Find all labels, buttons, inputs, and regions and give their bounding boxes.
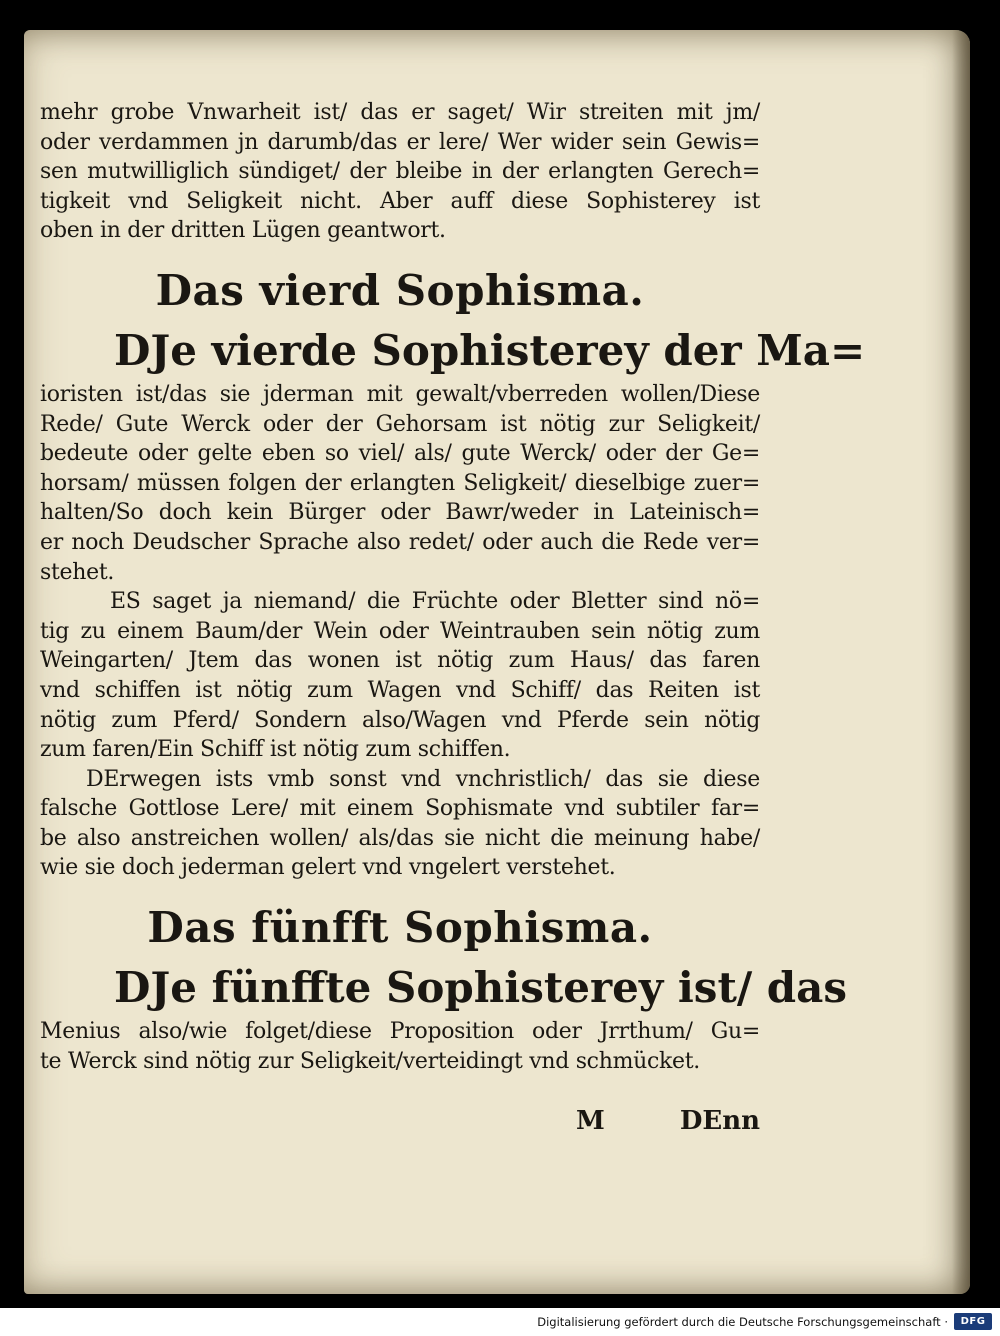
page-spine-shadow xyxy=(952,30,970,1294)
text-line: tigkeit vnd Seligkeit nicht. Aber auff diese Sophisterey ist xyxy=(40,188,760,214)
signature-mark: M xyxy=(576,1106,605,1136)
text-line: oder verdammen jn darumb/das er lere/ Wer wider sein Gewis= xyxy=(40,129,760,155)
text-line: ES saget ja niemand/ die Früchte oder Bletter sind nö= xyxy=(110,589,760,615)
text-line: te Werck sind nötig zur Seligkeit/verteidingt vnd schmücket. xyxy=(40,1048,701,1074)
page-footer-marks xyxy=(40,1106,760,1140)
page-text-block xyxy=(40,98,866,1076)
book-page xyxy=(24,30,970,1294)
paragraph-1 xyxy=(40,98,760,246)
paragraph-5-opener: DJe fünffte Sophisterey ist/ das xyxy=(114,963,848,1013)
text-line: horsam/ müssen folgen der erlangten Seligkeit/ dieselbige zuer= xyxy=(40,470,760,496)
digitization-footer xyxy=(0,1308,1000,1336)
text-line: nötig zum Pferd/ Sondern also/Wagen vnd Pferde sein nötig xyxy=(40,707,760,733)
text-line: wie sie doch jederman gelert vnd vngelert verstehet. xyxy=(40,855,616,881)
funding-notice: Digitalisierung gefördert durch die Deutsche Forschungsgemeinschaft · xyxy=(537,1315,948,1329)
paragraph-2-opener: DJe vierde Sophisterey der Ma= xyxy=(114,325,866,375)
text-line: bedeute oder gelte eben so viel/ als/ gute Werck/ oder der Ge= xyxy=(40,441,760,467)
text-line: halten/So doch kein Bürger oder Bawr/weder in Lateinisch= xyxy=(40,500,760,526)
text-line: tig zu einem Baum/der Wein oder Weintrauben sein nötig zum xyxy=(40,618,760,644)
text-line: falsche Gottlose Lere/ mit einem Sophismate vnd subtiler far= xyxy=(40,796,760,822)
text-line: stehet. xyxy=(40,559,115,585)
paragraph-3 xyxy=(40,587,760,765)
paragraph-4 xyxy=(40,765,760,883)
section-heading-4: Das vierd Sophisma. xyxy=(155,265,645,315)
text-line: zum faren/Ein Schiff ist nötig zum schiffen. xyxy=(40,737,511,763)
section-heading-5: Das fünfft Sophisma. xyxy=(147,903,653,953)
text-line: mehr grobe Vnwarheit ist/ das er saget/ Wir streiten mit jm/ xyxy=(40,100,760,125)
text-line: sen mutwilliglich sündiget/ der bleibe in der erlangten Gerech= xyxy=(40,159,760,185)
text-line: DErwegen ists vmb sonst vnd vnchristlich/ das sie diese xyxy=(86,766,760,792)
paragraph-5 xyxy=(40,1017,760,1076)
text-line: oben in der dritten Lügen geantwort. xyxy=(40,218,446,244)
text-line: Menius also/wie folget/diese Proposition oder Jrrthum/ Gu= xyxy=(40,1019,760,1045)
dfg-logo: DFG xyxy=(954,1313,992,1330)
text-line: vnd schiffen ist nötig zum Wagen vnd Schiff/ das Reiten ist xyxy=(40,677,760,703)
text-line: er noch Deudscher Sprache also redet/ oder auch die Rede ver= xyxy=(40,529,760,555)
paragraph-2 xyxy=(40,380,760,587)
text-line: Weingarten/ Jtem das wonen ist nötig zum Haus/ das faren xyxy=(40,648,760,674)
catchword: DEnn xyxy=(679,1106,760,1136)
text-line: be also anstreichen wollen/ als/das sie nicht die meinung habe/ xyxy=(40,825,760,851)
text-line: Rede/ Gute Werck oder der Gehorsam ist nötig zur Seligkeit/ xyxy=(40,411,760,437)
text-line: ioristen ist/das sie jderman mit gewalt/vberreden wollen/Diese xyxy=(40,381,760,407)
